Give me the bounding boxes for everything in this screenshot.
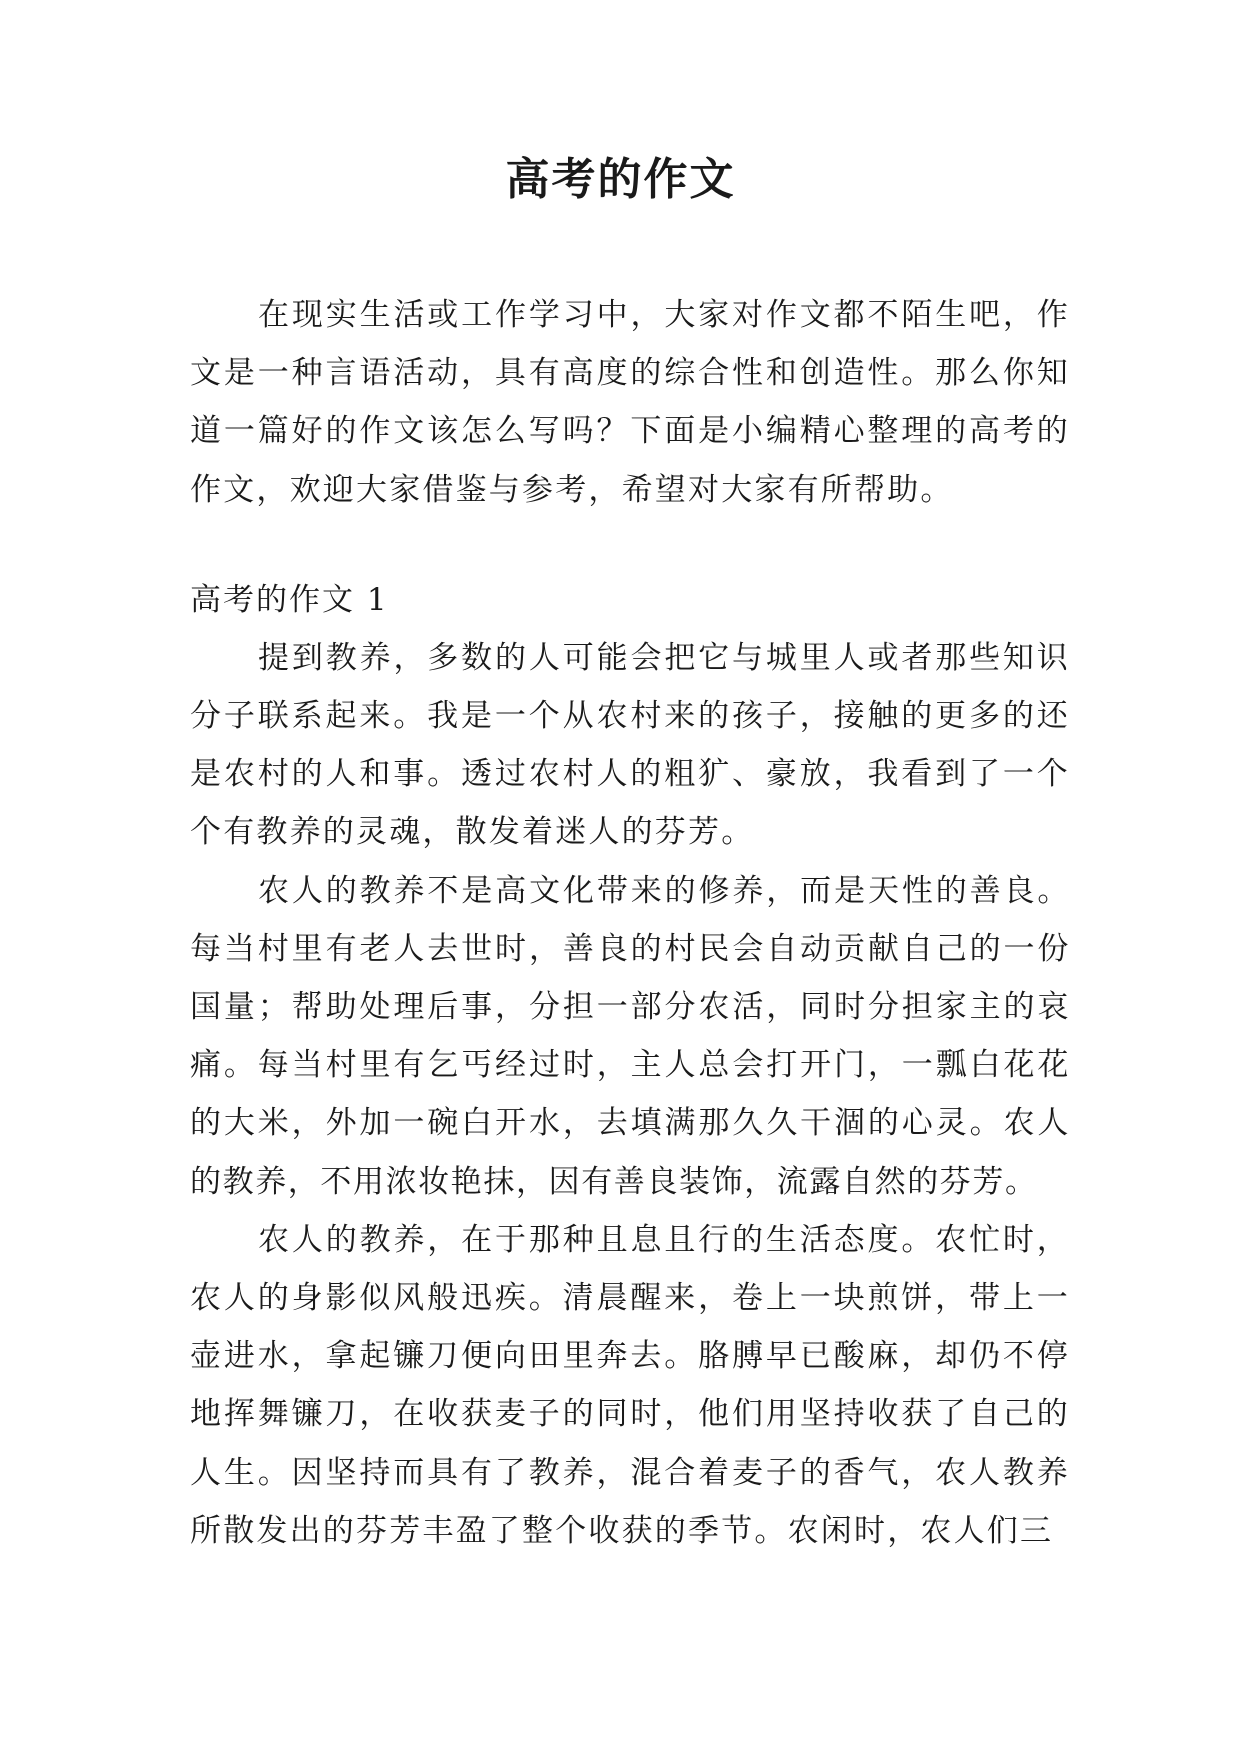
body-paragraph-3: 农人的教养，在于那种且息且行的生活态度。农忙时，农人的身影似风般迅疾。清晨醒来，卷上一块煎饼，带上一壶进水，拿起镰刀便向田里奔去。胳膊早已酸麻，却仍不停地挥舞镰刀，在收获麦子的同时，他们用坚持收获了自己的人生。因坚持而具有了教养，混合着麦子的香气，农人教养所散发出的芬芳丰盈了整个收获的季节。农闲时，农人们三 (190, 1221, 1070, 1549)
page-title: 高考的作文 (505, 154, 736, 205)
intro-paragraph: 在现实生活或工作学习中，大家对作文都不陌生吧，作文是一种言语活动，具有高度的综合性和创造性。那么你知道一篇好的作文该怎么写吗？下面是小编精心整理的高考的作文，欢迎大家借鉴与参考，希望对大家有所帮助。 (190, 297, 1070, 508)
body-paragraph-2: 农人的教养不是高文化带来的修养，而是天性的善良。每当村里有老人去世时，善良的村民会自动贡献自己的一份国量；帮助处理后事，分担一部分农活，同时分担家主的哀痛。每当村里有乞丐经过时，主人总会打开门，一瓢白花花的大米，外加一碗白开水，去填满那久久干涸的心灵。农人的教养，不用浓妆艳抹，因有善良装饰，流露自然的芬芳。 (190, 872, 1070, 1200)
document-body (190, 286, 1070, 1560)
section-heading: 高考的作文 1 (190, 581, 389, 618)
body-paragraph-1: 提到教养，多数的人可能会把它与城里人或者那些知识分子联系起来。我是一个从农村来的孩子，接触的更多的还是农村的人和事。透过农村人的粗犷、豪放，我看到了一个个有教养的灵魂，散发着迷人的芬芳。 (190, 639, 1070, 851)
